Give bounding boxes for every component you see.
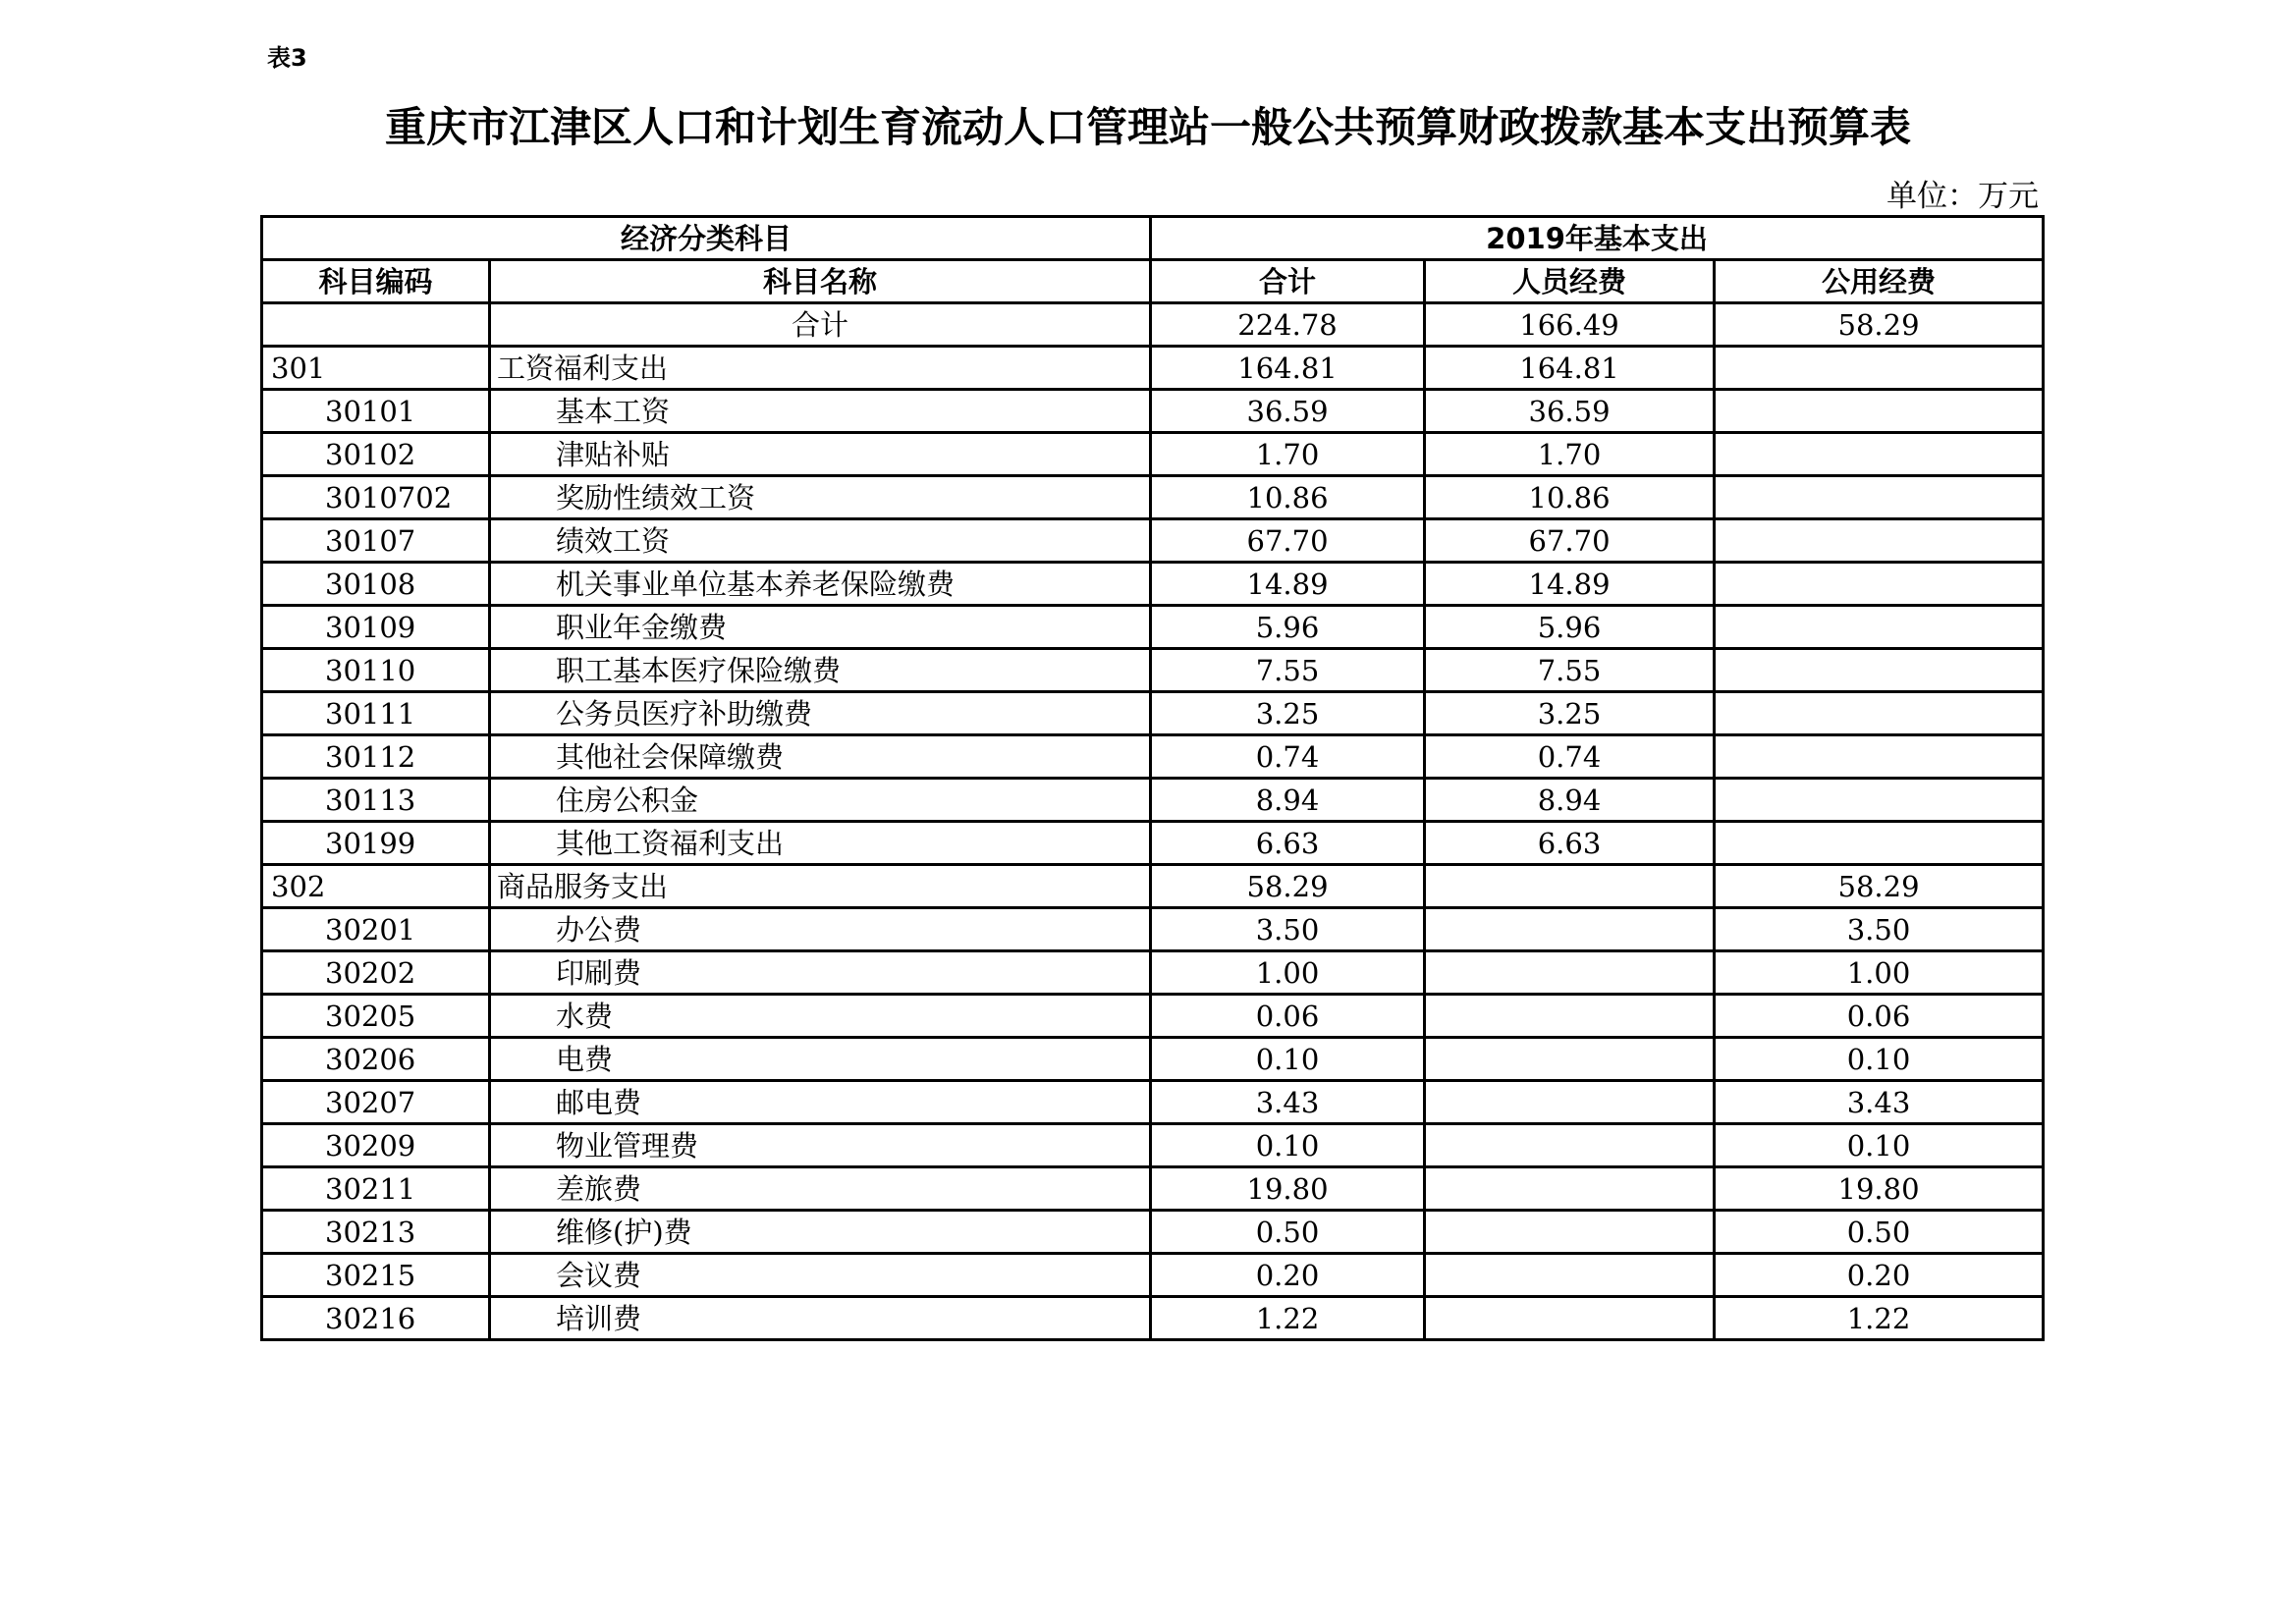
budget-table <box>260 215 2045 1341</box>
subject-code: 30216 <box>262 1297 490 1340</box>
subject-code: 302 <box>262 865 490 908</box>
amount-personnel: 8.94 <box>1425 779 1715 822</box>
table-row <box>262 476 2044 519</box>
subject-name: 绩效工资 <box>490 519 1151 563</box>
table-row <box>262 1254 2044 1297</box>
amount-total: 0.06 <box>1151 995 1425 1038</box>
total-row <box>262 303 2044 347</box>
subject-name: 物业管理费 <box>490 1124 1151 1167</box>
table-number-label: 表3 <box>267 44 307 72</box>
table-row-category <box>262 347 2044 390</box>
amount-total: 0.74 <box>1151 735 1425 779</box>
table-row <box>262 519 2044 563</box>
subject-name: 机关事业单位基本养老保险缴费 <box>490 563 1151 606</box>
amount-personnel: 67.70 <box>1425 519 1715 563</box>
subject-name: 印刷费 <box>490 951 1151 995</box>
unit-label: 单位：万元 <box>1886 179 2039 214</box>
table-row <box>262 692 2044 735</box>
amount-public <box>1715 692 2044 735</box>
amount-personnel <box>1425 1124 1715 1167</box>
subject-name: 住房公积金 <box>490 779 1151 822</box>
amount-personnel <box>1425 1038 1715 1081</box>
amount-total: 3.43 <box>1151 1081 1425 1124</box>
amount-public: 19.80 <box>1715 1167 2044 1211</box>
subject-code: 30202 <box>262 951 490 995</box>
amount-total: 6.63 <box>1151 822 1425 865</box>
subject-name: 公务员医疗补助缴费 <box>490 692 1151 735</box>
table-row <box>262 1297 2044 1340</box>
amount-personnel: 36.59 <box>1425 390 1715 433</box>
amount-total: 67.70 <box>1151 519 1425 563</box>
amount-public: 0.50 <box>1715 1211 2044 1254</box>
amount-total: 0.50 <box>1151 1211 1425 1254</box>
header-subject-code: 科目编码 <box>262 260 490 303</box>
header-economic-classification: 经济分类科目 <box>262 217 1151 260</box>
amount-public <box>1715 563 2044 606</box>
amount-total: 3.50 <box>1151 908 1425 951</box>
subject-code: 30207 <box>262 1081 490 1124</box>
header-basic-expenditure-2019: 2019年基本支出 <box>1151 217 2044 260</box>
subject-name: 津贴补贴 <box>490 433 1151 476</box>
subject-name: 电费 <box>490 1038 1151 1081</box>
amount-public: 0.06 <box>1715 995 2044 1038</box>
table-row <box>262 951 2044 995</box>
amount-personnel: 10.86 <box>1425 476 1715 519</box>
total-row-total: 224.78 <box>1151 303 1425 347</box>
amount-public: 1.00 <box>1715 951 2044 995</box>
amount-personnel: 6.63 <box>1425 822 1715 865</box>
subject-name: 工资福利支出 <box>490 347 1151 390</box>
amount-public <box>1715 606 2044 649</box>
amount-total: 1.00 <box>1151 951 1425 995</box>
subject-code: 30113 <box>262 779 490 822</box>
subject-name: 水费 <box>490 995 1151 1038</box>
subject-code: 3010702 <box>262 476 490 519</box>
table-row <box>262 433 2044 476</box>
table-row <box>262 822 2044 865</box>
amount-total: 8.94 <box>1151 779 1425 822</box>
amount-personnel <box>1425 1211 1715 1254</box>
amount-personnel <box>1425 908 1715 951</box>
subject-name: 会议费 <box>490 1254 1151 1297</box>
amount-public: 3.50 <box>1715 908 2044 951</box>
amount-total: 7.55 <box>1151 649 1425 692</box>
amount-public <box>1715 347 2044 390</box>
subject-name: 奖励性绩效工资 <box>490 476 1151 519</box>
amount-personnel <box>1425 995 1715 1038</box>
table-row <box>262 735 2044 779</box>
amount-total: 0.10 <box>1151 1038 1425 1081</box>
amount-personnel <box>1425 1167 1715 1211</box>
amount-total: 5.96 <box>1151 606 1425 649</box>
amount-total: 1.70 <box>1151 433 1425 476</box>
amount-total: 19.80 <box>1151 1167 1425 1211</box>
table-row <box>262 1211 2044 1254</box>
amount-public <box>1715 519 2044 563</box>
table-row-category <box>262 865 2044 908</box>
table-row <box>262 1167 2044 1211</box>
table-row <box>262 649 2044 692</box>
amount-total: 58.29 <box>1151 865 1425 908</box>
table-row <box>262 1124 2044 1167</box>
subject-code: 30111 <box>262 692 490 735</box>
amount-personnel: 3.25 <box>1425 692 1715 735</box>
subject-code: 30215 <box>262 1254 490 1297</box>
amount-personnel: 7.55 <box>1425 649 1715 692</box>
amount-public: 1.22 <box>1715 1297 2044 1340</box>
subject-code: 30205 <box>262 995 490 1038</box>
amount-public: 0.10 <box>1715 1124 2044 1167</box>
subject-name: 其他社会保障缴费 <box>490 735 1151 779</box>
header-personnel-expenses: 人员经费 <box>1425 260 1715 303</box>
subject-code: 30107 <box>262 519 490 563</box>
total-row-code <box>262 303 490 347</box>
subject-code: 30110 <box>262 649 490 692</box>
subject-code: 30109 <box>262 606 490 649</box>
amount-public: 0.10 <box>1715 1038 2044 1081</box>
page-title: 重庆市江津区人口和计划生育流动人口管理站一般公共预算财政拨款基本支出预算表 <box>384 103 1911 151</box>
header-public-expenses: 公用经费 <box>1715 260 2044 303</box>
amount-personnel: 14.89 <box>1425 563 1715 606</box>
table-row <box>262 606 2044 649</box>
amount-public: 3.43 <box>1715 1081 2044 1124</box>
table-row <box>262 1081 2044 1124</box>
amount-public <box>1715 476 2044 519</box>
amount-total: 1.22 <box>1151 1297 1425 1340</box>
subject-code: 30201 <box>262 908 490 951</box>
amount-personnel <box>1425 1081 1715 1124</box>
amount-personnel <box>1425 1297 1715 1340</box>
subject-code: 30108 <box>262 563 490 606</box>
subject-name: 职工基本医疗保险缴费 <box>490 649 1151 692</box>
subject-name: 其他工资福利支出 <box>490 822 1151 865</box>
header-total: 合计 <box>1151 260 1425 303</box>
table-row <box>262 908 2044 951</box>
amount-public <box>1715 822 2044 865</box>
total-row-personnel: 166.49 <box>1425 303 1715 347</box>
table-row <box>262 779 2044 822</box>
amount-personnel: 164.81 <box>1425 347 1715 390</box>
amount-public <box>1715 735 2044 779</box>
subject-code: 30211 <box>262 1167 490 1211</box>
amount-public <box>1715 649 2044 692</box>
amount-public: 58.29 <box>1715 865 2044 908</box>
subject-name: 办公费 <box>490 908 1151 951</box>
amount-personnel <box>1425 865 1715 908</box>
amount-public <box>1715 390 2044 433</box>
subject-code: 30199 <box>262 822 490 865</box>
amount-total: 0.20 <box>1151 1254 1425 1297</box>
table-row <box>262 390 2044 433</box>
subject-name: 邮电费 <box>490 1081 1151 1124</box>
subject-name: 基本工资 <box>490 390 1151 433</box>
amount-personnel <box>1425 951 1715 995</box>
amount-personnel <box>1425 1254 1715 1297</box>
amount-public: 0.20 <box>1715 1254 2044 1297</box>
amount-personnel: 1.70 <box>1425 433 1715 476</box>
amount-public <box>1715 433 2044 476</box>
header-column-row <box>262 260 2044 303</box>
header-subject-name: 科目名称 <box>490 260 1151 303</box>
amount-total: 0.10 <box>1151 1124 1425 1167</box>
amount-personnel: 0.74 <box>1425 735 1715 779</box>
subject-name: 职业年金缴费 <box>490 606 1151 649</box>
total-row-name: 合计 <box>490 303 1151 347</box>
subject-code: 30206 <box>262 1038 490 1081</box>
amount-total: 14.89 <box>1151 563 1425 606</box>
amount-personnel: 5.96 <box>1425 606 1715 649</box>
subject-name: 商品服务支出 <box>490 865 1151 908</box>
subject-name: 维修(护)费 <box>490 1211 1151 1254</box>
amount-public <box>1715 779 2044 822</box>
subject-name: 培训费 <box>490 1297 1151 1340</box>
table-row <box>262 563 2044 606</box>
amount-total: 36.59 <box>1151 390 1425 433</box>
table-row <box>262 995 2044 1038</box>
subject-code: 30213 <box>262 1211 490 1254</box>
subject-code: 30112 <box>262 735 490 779</box>
amount-total: 164.81 <box>1151 347 1425 390</box>
amount-total: 3.25 <box>1151 692 1425 735</box>
header-group-row <box>262 217 2044 260</box>
subject-code: 30102 <box>262 433 490 476</box>
subject-code: 30101 <box>262 390 490 433</box>
subject-code: 30209 <box>262 1124 490 1167</box>
subject-code: 301 <box>262 347 490 390</box>
total-row-public: 58.29 <box>1715 303 2044 347</box>
table-row <box>262 1038 2044 1081</box>
amount-total: 10.86 <box>1151 476 1425 519</box>
subject-name: 差旅费 <box>490 1167 1151 1211</box>
